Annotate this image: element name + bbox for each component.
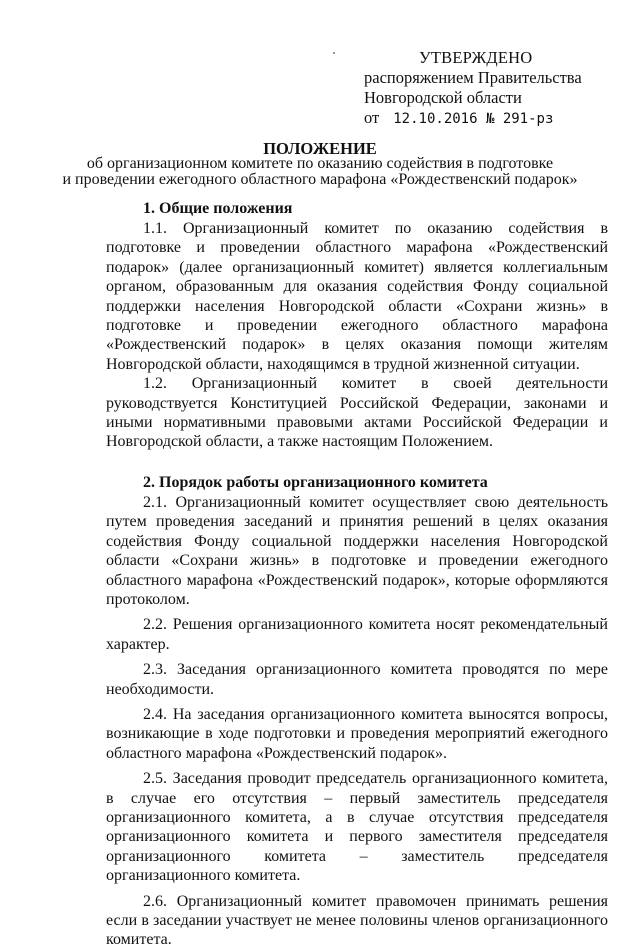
document-subtitle <box>0 156 640 188</box>
document-title: ПОЛОЖЕНИЕ <box>263 139 377 158</box>
paragraph-2-2: 2.2. Решения организационного комитета носят рекомендательный характер. <box>106 616 608 653</box>
approval-date: 12.10.2016 № 291-рз <box>393 111 554 127</box>
approval-line-2: Новгородской области <box>364 88 522 107</box>
document-body <box>106 198 608 950</box>
section-heading: 1. Общие положения <box>143 200 293 217</box>
subtitle-line-1: об организационном комитете по оказанию содействия в подготовке <box>86 155 554 172</box>
approval-heading: УТВЕРЖДЕНО <box>419 48 533 67</box>
paragraph-2-4: 2.4. На заседания организационного комитета выносятся вопросы, возникающие в ходе подготовки и проведения мероприятий ежегодного областного марафона «Рождественский подарок». <box>106 705 608 762</box>
paragraph-1-2: 1.2. Организационный комитет в своей деятельности руководствуется Конституцией Российской Федерации, законами и иными нормативными правовыми актами Российской Федерации и Новгородской области, а также настоящим Положением. <box>106 375 608 451</box>
subtitle-line-2: и проведении ежегодного областного марафона «Рождественский подарок» <box>62 171 578 188</box>
approval-date-line <box>364 108 582 129</box>
approval-stamp <box>364 48 582 129</box>
scan-speck <box>333 52 335 54</box>
paragraph-2-1: 2.1. Организационный комитет осуществляет свою деятельность путем проведения заседаний и принятия решений в целях оказания содействия Фонду социальной поддержки населения Новгородской области «Сохрани жизнь» в подготовке и проведении ежегодного областного марафона «Рождественский подарок», которые оформляются протоколом. <box>106 493 608 608</box>
paragraph-2-5: 2.5. Заседания проводит председатель организационного комитета, в случае его отсутствия – первый заместитель председателя организационного комитета, а в случае отсутствия председателя организационного комитета и первого заместителя председателя организационного комитета – заместитель председателя организационного комитета. <box>106 770 608 885</box>
paragraph-2-3: 2.3. Заседания организационного комитета проводятся по мере необходимости. <box>106 661 608 698</box>
approval-line-1: распоряжением Правительства <box>364 68 582 87</box>
paragraph-1-1: 1.1. Организационный комитет по оказанию содействия в подготовке и проведении областного марафона «Рождественский подарок» (далее организационный комитет) является коллегиальным органом, образованным для оказания содействия Фонду социальной поддержки населения Новгородской области «Сохрани жизнь» в подготовке и проведении ежегодного областного марафона «Рождественский подарок» в целях оказания помощи жителям Новгородской области, находящимся в трудной жизненной ситуации. <box>106 220 608 373</box>
section-heading: 2. Порядок работы организационного комитета <box>143 473 488 491</box>
approval-prefix: от <box>364 108 380 127</box>
paragraph-2-6: 2.6. Организационный комитет правомочен принимать решения если в заседании участвует не менее половины членов организационного комитета. <box>106 892 608 949</box>
